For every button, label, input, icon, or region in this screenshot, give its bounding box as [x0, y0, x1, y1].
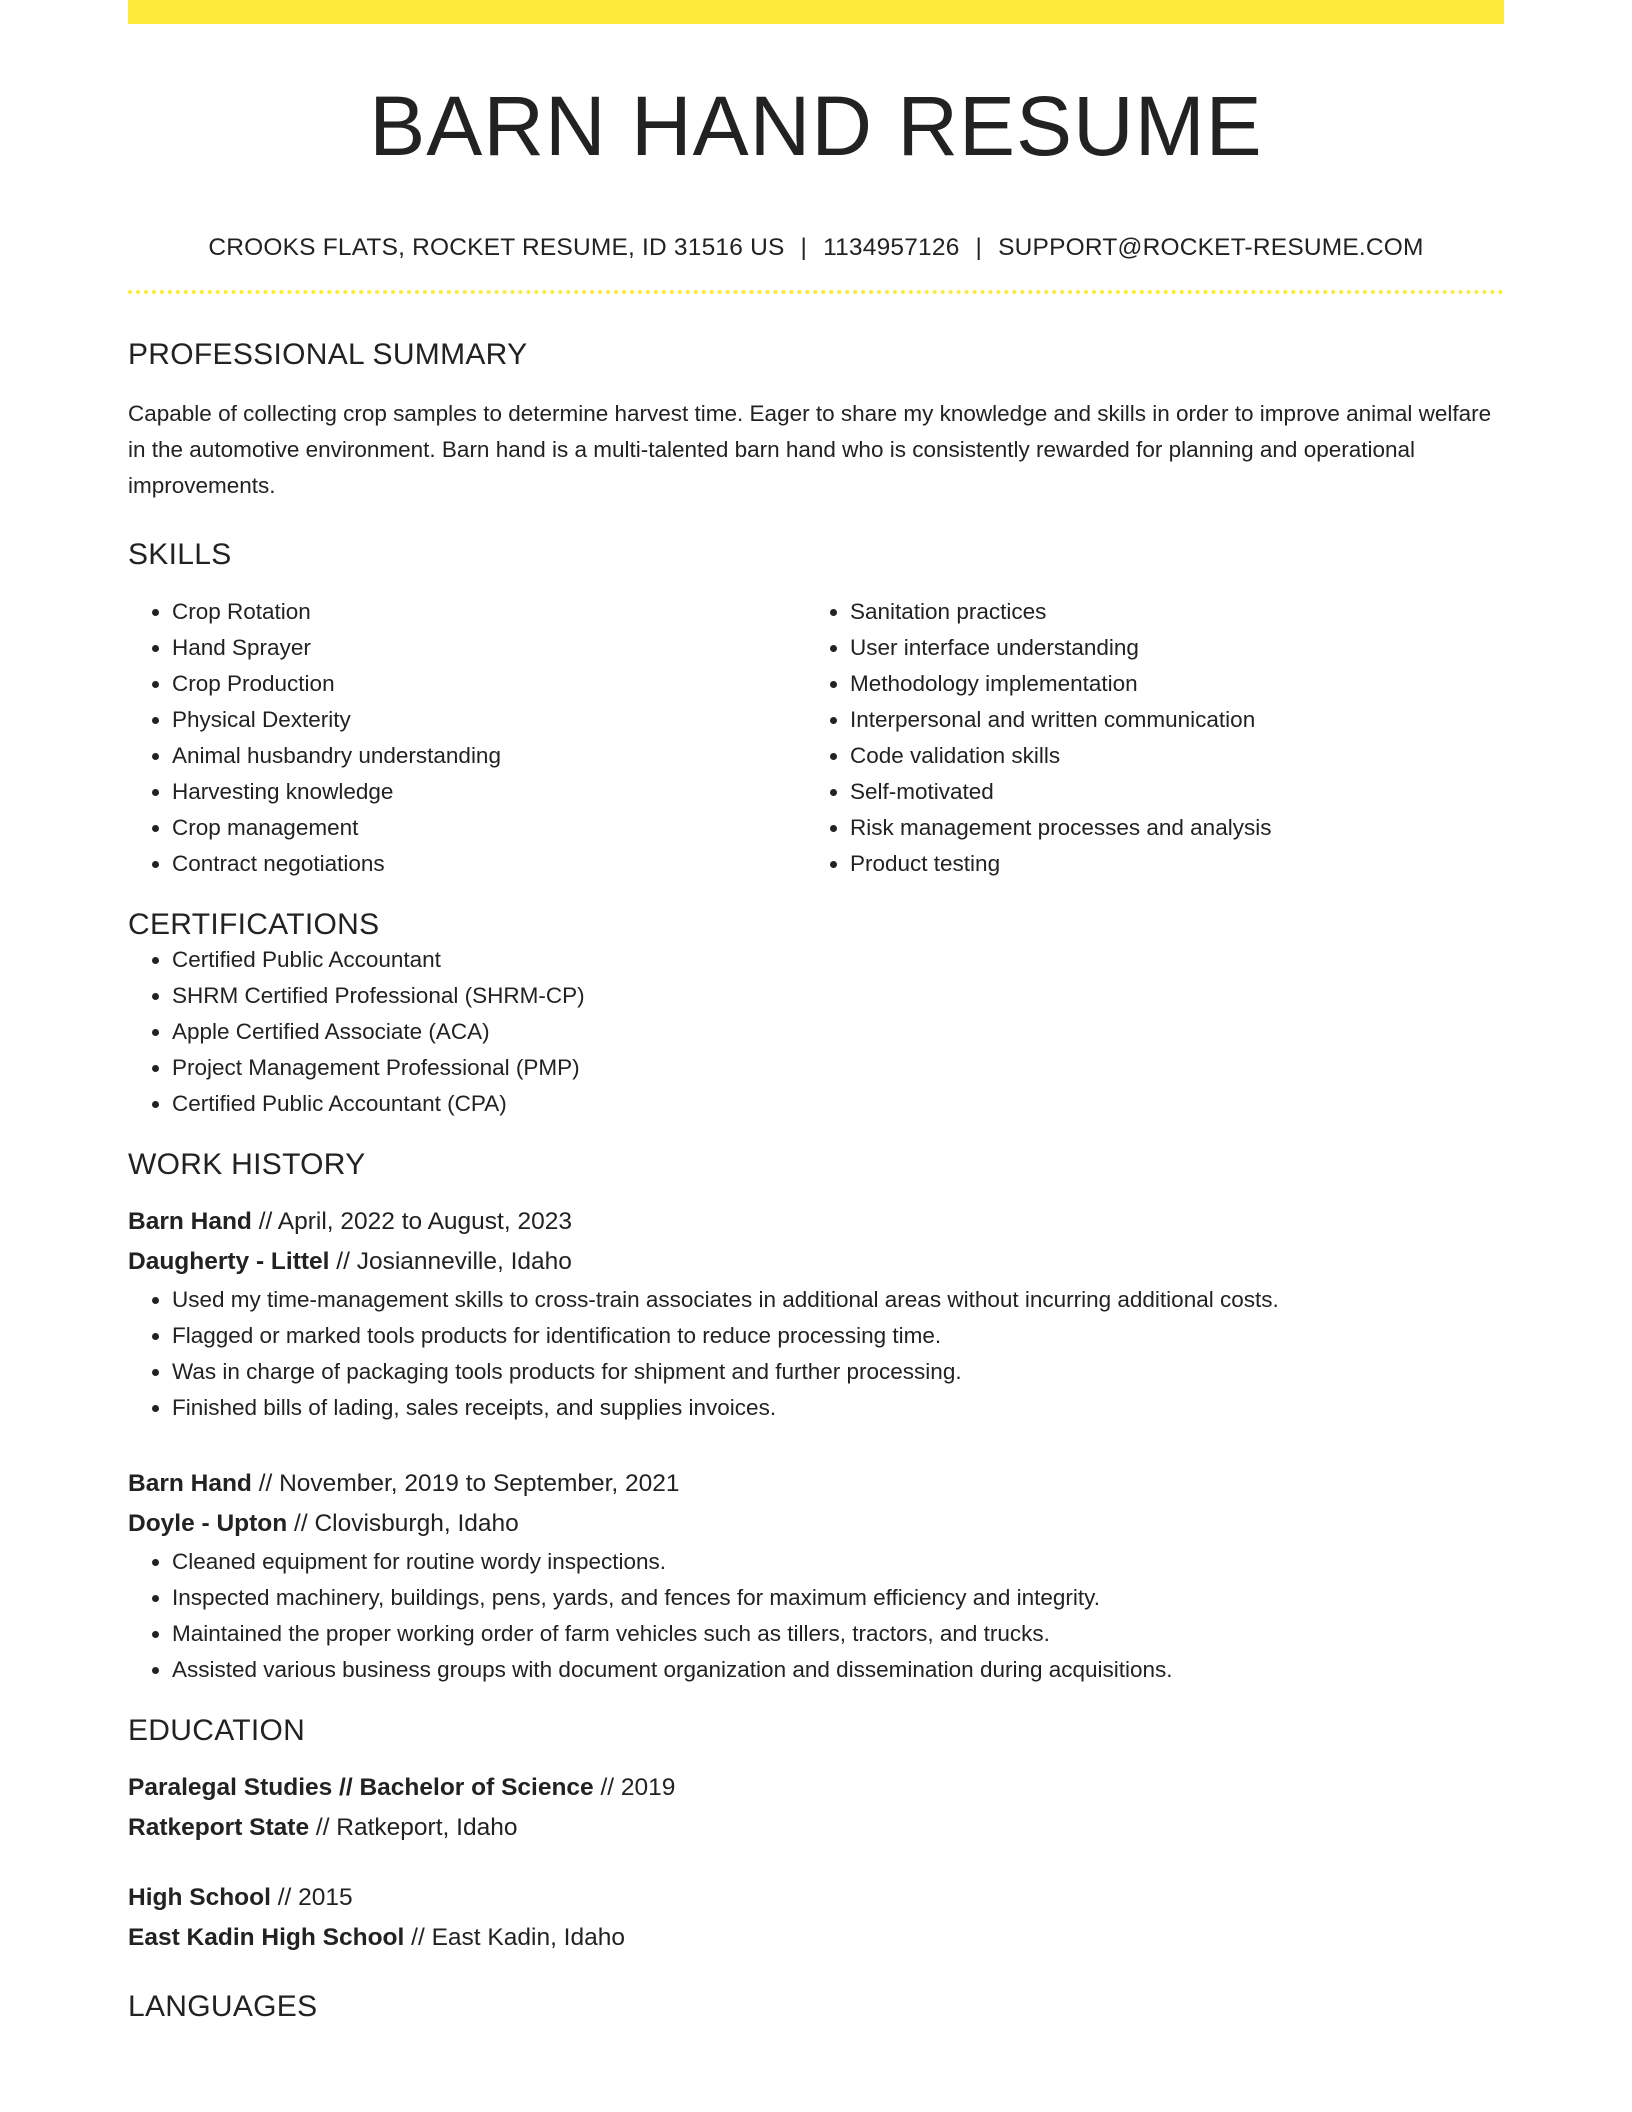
education-degree-line: [128, 1878, 1504, 1918]
education-degree-line: [128, 1768, 1504, 1808]
skill-item: • Code validation skills: [850, 738, 1484, 774]
job-duty: • Flagged or marked tools products for identification to reduce processing time.: [172, 1318, 1504, 1354]
job-title: Barn Hand: [128, 1208, 252, 1235]
certification-item: • Certified Public Accountant: [172, 942, 1504, 978]
job-duty: • Maintained the proper working order of farm vehicles such as tillers, tractors, and trucks.: [172, 1616, 1504, 1652]
job-duty: • Inspected machinery, buildings, pens, yards, and fences for maximum efficiency and integrity.: [172, 1580, 1504, 1616]
skill-item: • Harvesting knowledge: [172, 774, 806, 810]
skill-item: • Interpersonal and written communication: [850, 702, 1484, 738]
education-entry: [128, 1878, 1504, 1958]
job-company-line: [128, 1504, 1504, 1544]
skills-list-right: [806, 594, 1484, 882]
education-school-line: [128, 1808, 1504, 1848]
job-duties-list: [128, 1544, 1504, 1688]
job-duty: • Finished bills of lading, sales receipts, and supplies invoices.: [172, 1390, 1504, 1426]
education-entry: [128, 1768, 1504, 1848]
resume-title: BARN HAND RESUME: [369, 79, 1263, 173]
certification-item: • Project Management Professional (PMP): [172, 1050, 1504, 1086]
work-history-heading: WORK HISTORY: [128, 1148, 366, 1181]
skill-item: • Self-motivated: [850, 774, 1484, 810]
contact-email: SUPPORT@ROCKET-RESUME.COM: [998, 234, 1424, 261]
job-duty: • Was in charge of packaging tools products for shipment and further processing.: [172, 1354, 1504, 1390]
job-title-line: [128, 1202, 1504, 1242]
education-location: // East Kadin, Idaho: [404, 1924, 625, 1951]
skill-item: • Product testing: [850, 846, 1484, 882]
skills-grid: [128, 594, 1504, 882]
job-dates: // April, 2022 to August, 2023: [251, 1208, 572, 1235]
certification-item: • Certified Public Accountant (CPA): [172, 1086, 1504, 1122]
resume-page: [128, 0, 1504, 2024]
job-duty: • Assisted various business groups with document organization and dissemination during acquisitions.: [172, 1652, 1504, 1688]
skills-heading: SKILLS: [128, 538, 232, 571]
skills-list-left: [128, 594, 806, 882]
job-location: // Josianneville, Idaho: [329, 1248, 572, 1275]
dotted-divider: [128, 290, 1504, 294]
education-degree: High School: [128, 1884, 271, 1911]
skill-item: • Crop Rotation: [172, 594, 806, 630]
contact-phone: 1134957126: [823, 234, 960, 261]
job-duties-list: [128, 1282, 1504, 1426]
skill-item: • User interface understanding: [850, 630, 1484, 666]
skill-item: • Physical Dexterity: [172, 702, 806, 738]
skill-item: • Methodology implementation: [850, 666, 1484, 702]
job-dates: // November, 2019 to September, 2021: [251, 1470, 680, 1497]
job-company: Doyle - Upton: [128, 1510, 288, 1537]
summary-text: Capable of collecting crop samples to determine harvest time. Eager to share my knowledge and skills in order to improve animal welfare in the automotive environment. Barn hand is a multi-talented barn hand who is consistently rewarded for planning and operational improvements.: [128, 401, 1492, 498]
education-school: Ratkeport State: [128, 1814, 310, 1841]
job-duty: • Cleaned equipment for routine wordy inspections.: [172, 1544, 1504, 1580]
education-heading: EDUCATION: [128, 1714, 306, 1747]
languages-heading: LANGUAGES: [128, 1990, 318, 2023]
education-school: East Kadin High School: [128, 1924, 405, 1951]
certifications-list: [128, 942, 1504, 1122]
skill-item: • Animal husbandry understanding: [172, 738, 806, 774]
education-year: // 2019: [593, 1774, 676, 1801]
job-location: // Clovisburgh, Idaho: [287, 1510, 519, 1537]
certification-item: • Apple Certified Associate (ACA): [172, 1014, 1504, 1050]
contact-separator: |: [800, 234, 808, 261]
skill-item: • Sanitation practices: [850, 594, 1484, 630]
education-year: // 2015: [270, 1884, 353, 1911]
job-entry: [128, 1202, 1504, 1426]
job-title-line: [128, 1464, 1504, 1504]
job-company: Daugherty - Littel: [128, 1248, 330, 1275]
job-company-line: [128, 1242, 1504, 1282]
accent-top-bar: [128, 0, 1504, 24]
certification-item: • SHRM Certified Professional (SHRM-CP): [172, 978, 1504, 1014]
contact-address: CROOKS FLATS, ROCKET RESUME, ID 31516 US: [208, 234, 785, 261]
skills-column-left: [128, 594, 806, 882]
job-entry: [128, 1464, 1504, 1688]
certifications-heading: CERTIFICATIONS: [128, 908, 380, 941]
education-location: // Ratkeport, Idaho: [309, 1814, 518, 1841]
contact-separator: |: [975, 234, 983, 261]
contact-line: [128, 234, 1504, 262]
skill-item: • Hand Sprayer: [172, 630, 806, 666]
skill-item: • Crop management: [172, 810, 806, 846]
skill-item: • Contract negotiations: [172, 846, 806, 882]
job-title: Barn Hand: [128, 1470, 252, 1497]
skill-item: • Risk management processes and analysis: [850, 810, 1484, 846]
education-school-line: [128, 1918, 1504, 1958]
summary-heading: PROFESSIONAL SUMMARY: [128, 338, 528, 371]
skill-item: • Crop Production: [172, 666, 806, 702]
education-degree: Paralegal Studies // Bachelor of Science: [128, 1774, 594, 1801]
job-duty: • Used my time-management skills to cross-train associates in additional areas without incurring additional costs.: [172, 1282, 1504, 1318]
skills-column-right: [806, 594, 1484, 882]
